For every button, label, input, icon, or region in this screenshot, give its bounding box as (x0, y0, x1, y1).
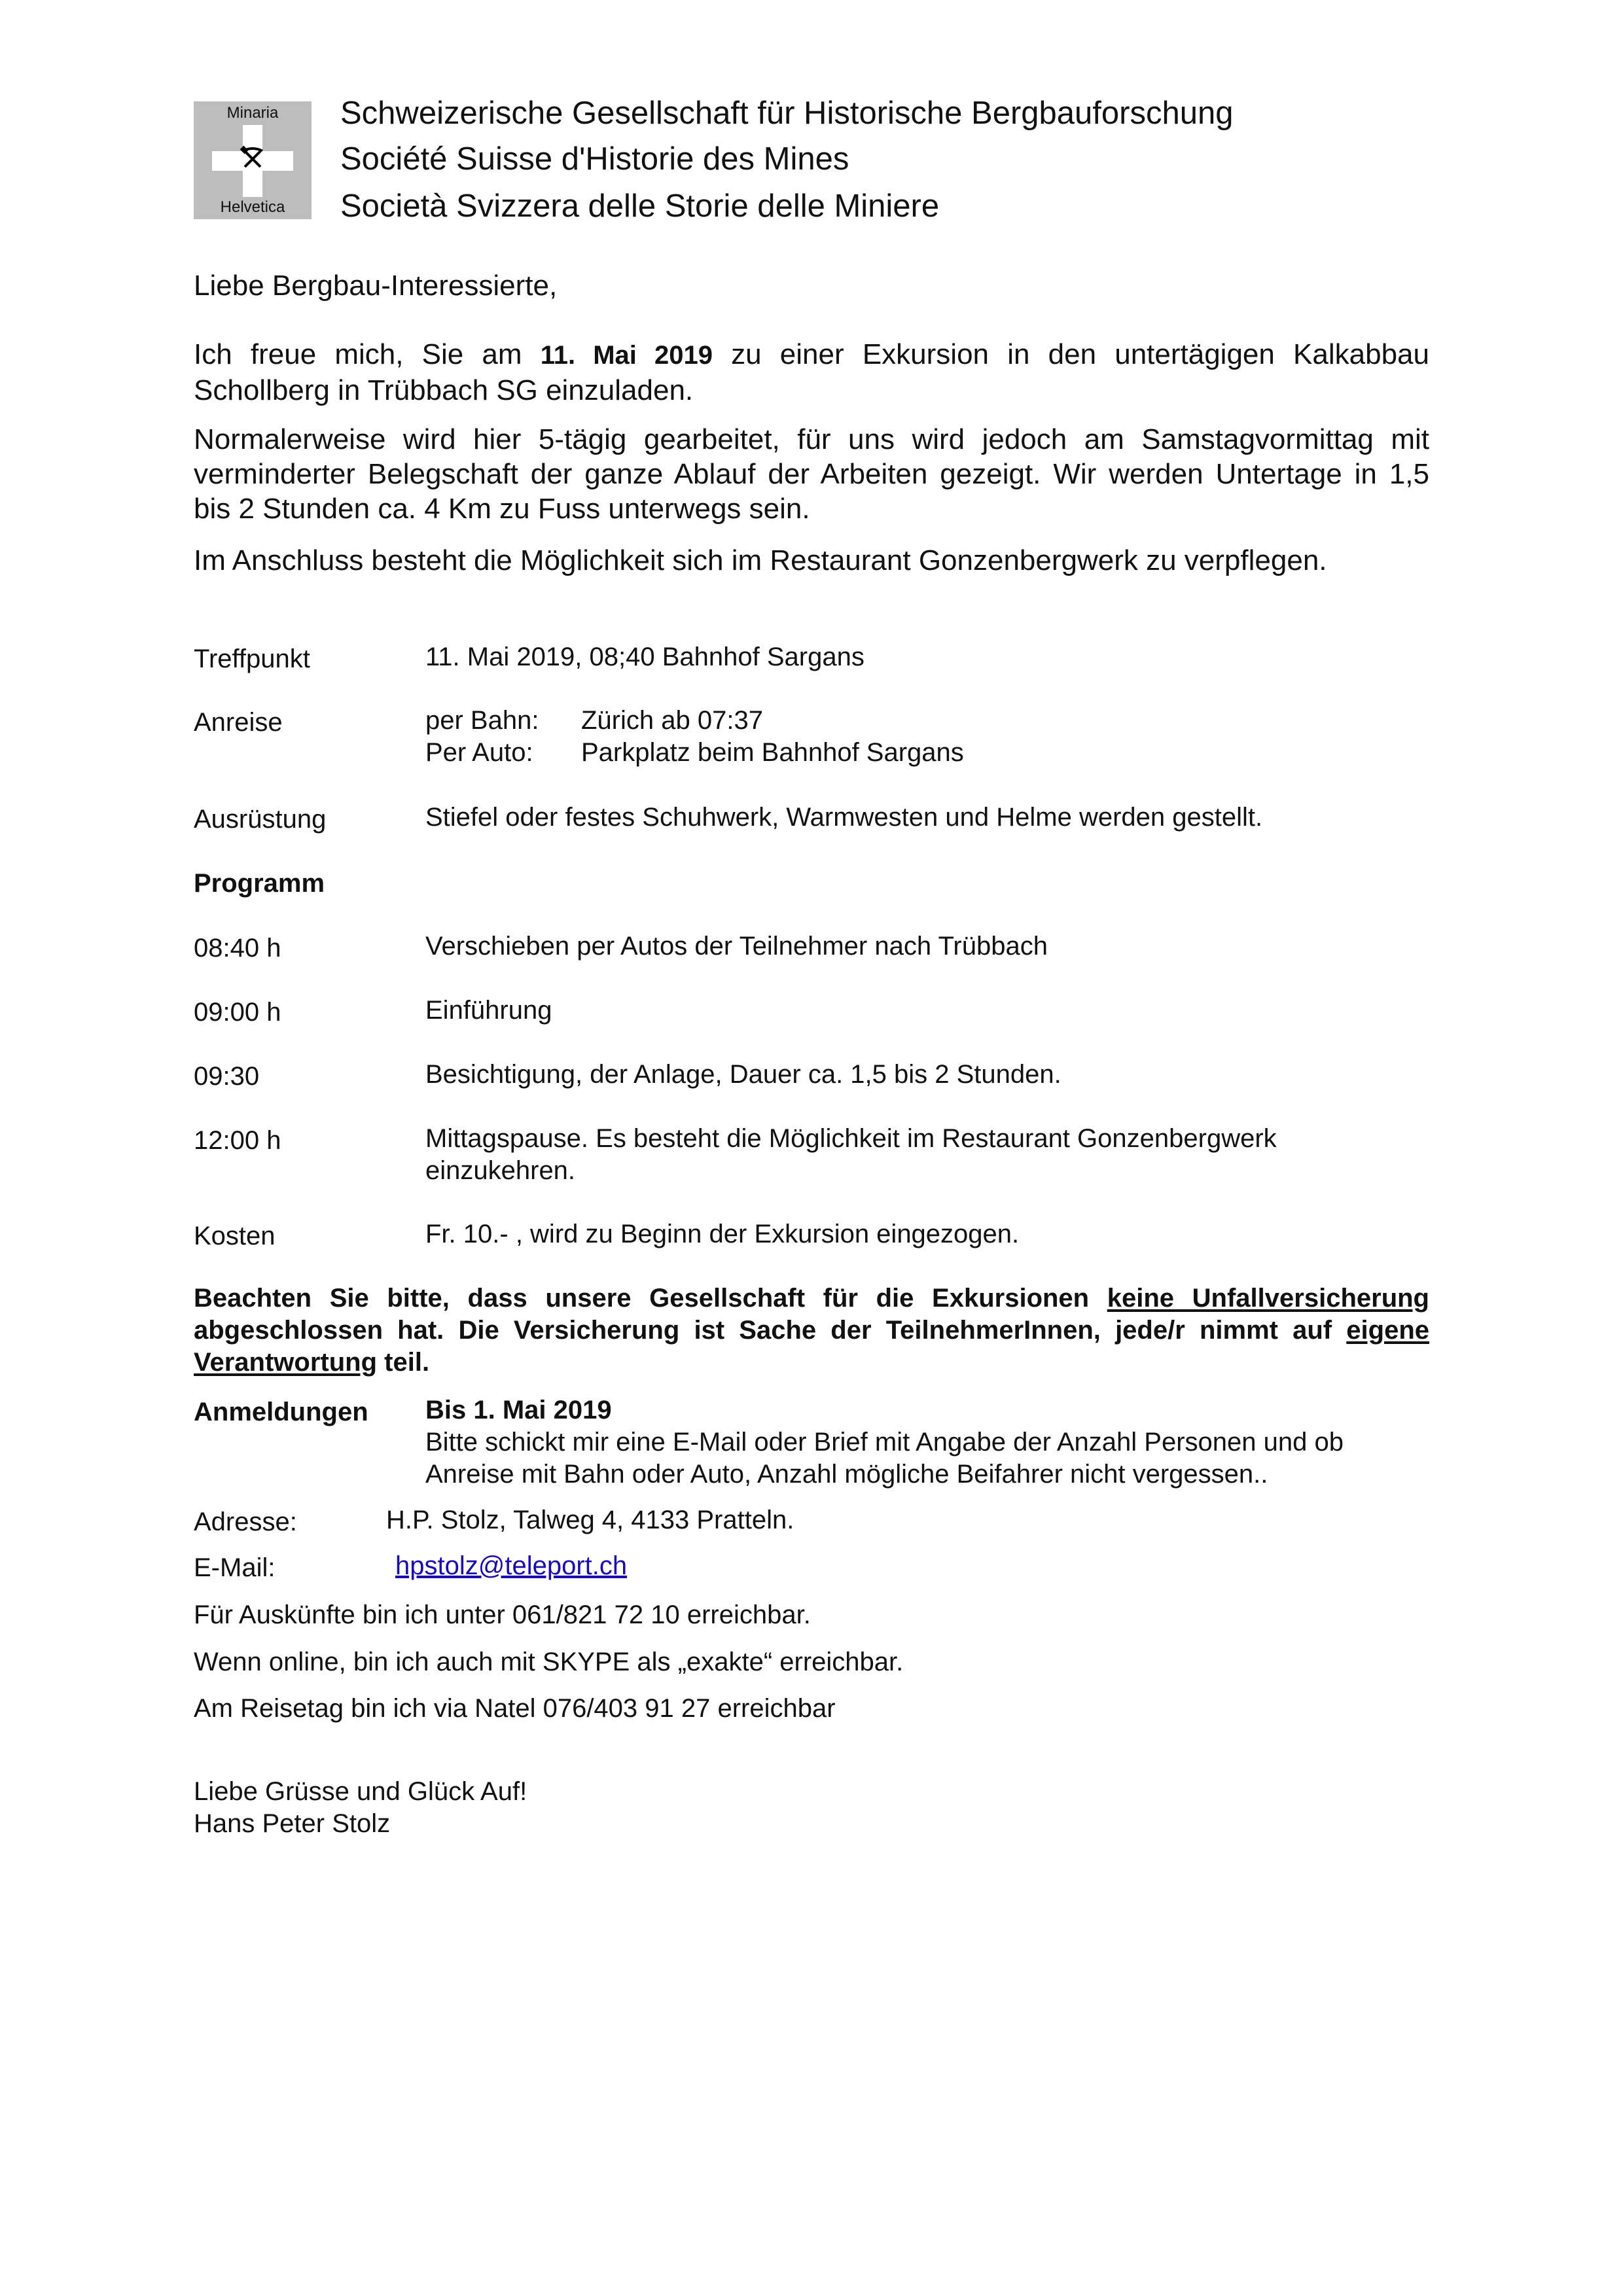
ausruestung-label: Ausrüstung (194, 805, 327, 834)
kosten-label: Kosten (194, 1222, 276, 1250)
anmeldung-line-2: Anreise mit Bahn oder Auto, Anzahl mögliche Beifahrer nicht vergessen.. (425, 1460, 1268, 1489)
org-name-de: Schweizerische Gesellschaft für Historische Bergbauforschung (340, 96, 1234, 131)
auto-value: Parkplatz beim Bahnhof Sargans (581, 738, 964, 767)
programm-time-1: 08:40 h (194, 934, 281, 963)
treffpunkt-value: 11. Mai 2019, 08;40 Bahnhof Sargans (425, 643, 865, 671)
closing-greeting: Liebe Grüsse und Glück Auf! (194, 1777, 527, 1806)
programm-time-2: 09:00 h (194, 998, 281, 1027)
address-value: H.P. Stolz, Talweg 4, 4133 Pratteln. (386, 1506, 794, 1534)
notice-line-3 (194, 1347, 1429, 1379)
signature-name: Hans Peter Stolz (194, 1809, 391, 1838)
skype-line: Wenn online, bin ich auch mit SKYPE als „exakte“ erreichbar. (194, 1648, 904, 1676)
description-line-2: verminderter Belegschaft der ganze Ablauf der Arbeiten gezeigt. Wir werden Untertage in 1,5 (194, 458, 1429, 490)
notice-text-2: abgeschlossen hat. Die Versicherung ist Sache der TeilnehmerInnen, jede/r nimmt auf (194, 1316, 1347, 1345)
bahn-label: per Bahn: (425, 706, 539, 735)
intro-line-2: Schollberg in Trübbach SG einzuladen. (194, 374, 694, 406)
minaria-helvetica-logo (194, 101, 312, 219)
notice-text-3: teil. (377, 1348, 430, 1377)
phone-line: Für Auskünfte bin ich unter 061/821 72 10 erreichbar. (194, 1600, 811, 1629)
anmeldung-line-1: Bitte schickt mir eine E-Mail oder Brief mit Angabe der Anzahl Personen und ob (425, 1428, 1344, 1457)
notice-underline-1: keine Unfallversicherung (1107, 1284, 1429, 1313)
description-paragraph (194, 422, 1429, 526)
notice-text-1: Beachten Sie bitte, dass unsere Gesellschaft für die Exkursionen (194, 1284, 1107, 1313)
intro-text-a: Ich freue mich, Sie am (194, 338, 541, 370)
ausruestung-value: Stiefel oder festes Schuhwerk, Warmwesten und Helme werden gestellt. (425, 803, 1263, 832)
email-link[interactable]: hpstolz@teleport.ch (395, 1551, 628, 1580)
intro-date: 11. Mai 2019 (540, 341, 713, 370)
notice-underline-3: Verantwortung (194, 1348, 378, 1377)
anmeldung-deadline: Bis 1. Mai 2019 (425, 1396, 612, 1424)
description-line-1: Normalerweise wird hier 5-tägig gearbeitet, für uns wird jedoch am Samstagvormittag mit (194, 423, 1429, 455)
org-name-it: Società Svizzera delle Storie delle Miniere (340, 188, 940, 224)
programm-time-4: 12:00 h (194, 1126, 281, 1155)
programm-time-3: 09:30 (194, 1062, 260, 1091)
org-name-fr: Société Suisse d'Historie des Mines (340, 141, 849, 177)
programm-text-4: Mittagspause. Es besteht die Möglichkeit im Restaurant Gonzenbergwerk (425, 1124, 1277, 1153)
hammer-pick-icon (238, 143, 267, 172)
description-line-3: bis 2 Stunden ca. 4 Km zu Fuss unterwegs sein. (194, 493, 810, 525)
intro-line-1 (194, 337, 1429, 373)
programm-heading: Programm (194, 869, 325, 898)
logo-bottom-text: Helvetica (220, 198, 285, 216)
greeting: Liebe Bergbau-Interessierte, (194, 270, 558, 302)
email-label: E-Mail: (194, 1553, 276, 1582)
programm-text-3: Besichtigung, der Anlage, Dauer ca. 1,5 bis 2 Stunden. (425, 1060, 1061, 1089)
notice-line-1 (194, 1282, 1429, 1315)
treffpunkt-label: Treffpunkt (194, 645, 310, 673)
notice-line-2 (194, 1315, 1429, 1347)
bahn-value: Zürich ab 07:37 (581, 706, 763, 735)
intro-text-b: zu einer Exkursion in den untertägigen Kalkabbau (712, 338, 1429, 370)
programm-text-2: Einführung (425, 996, 552, 1025)
intro-paragraph (194, 337, 1429, 408)
natel-line: Am Reisetag bin ich via Natel 076/403 91 27 erreichbar (194, 1694, 836, 1723)
logo-top-text: Minaria (226, 104, 279, 122)
programm-text-4b: einzukehren. (425, 1156, 576, 1185)
insurance-notice (194, 1282, 1429, 1379)
kosten-value: Fr. 10.- , wird zu Beginn der Exkursion eingezogen. (425, 1220, 1020, 1248)
anmeldung-label: Anmeldungen (194, 1398, 368, 1426)
anreise-label: Anreise (194, 708, 283, 737)
auto-label: Per Auto: (425, 738, 533, 767)
restaurant-paragraph: Im Anschluss besteht die Möglichkeit sich im Restaurant Gonzenbergwerk zu verpflegen. (194, 544, 1327, 576)
notice-underline-2: eigene (1346, 1316, 1429, 1345)
address-label: Adresse: (194, 1508, 297, 1536)
programm-text-1: Verschieben per Autos der Teilnehmer nach Trübbach (425, 932, 1048, 961)
